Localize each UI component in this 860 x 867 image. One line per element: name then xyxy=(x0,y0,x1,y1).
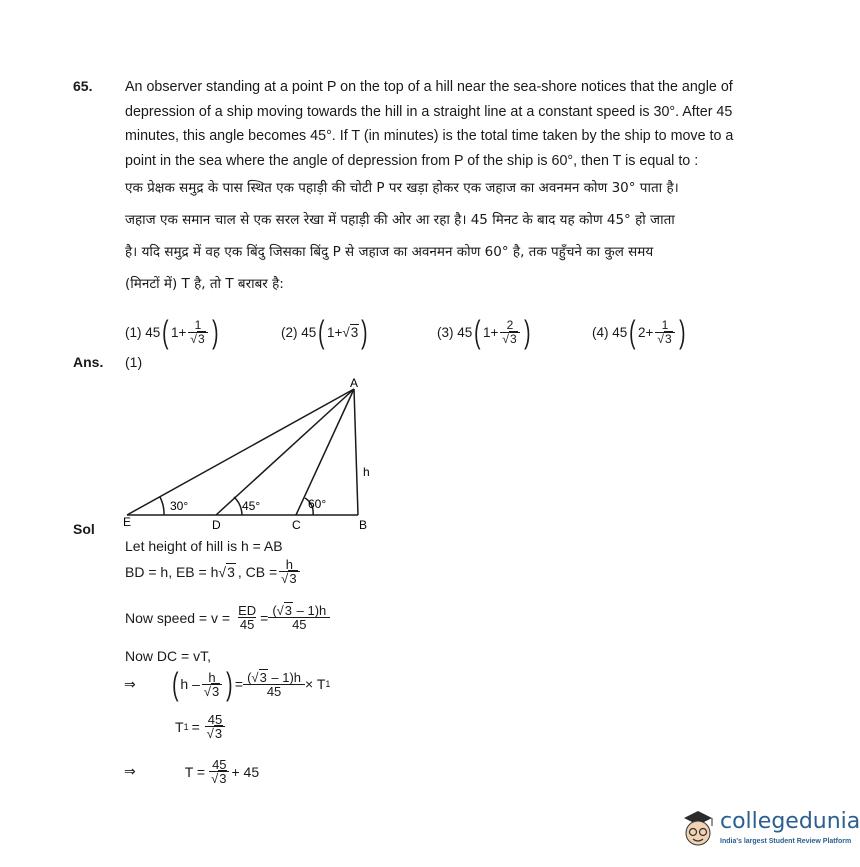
angle-45: 45° xyxy=(242,499,261,513)
solution-line-5: ⇒ ( h – $\frac{h}{√3}$ ) = $\frac{(√3 - 1)h}{45}$ × T 1 xyxy=(124,666,331,702)
brand-tagline: India's largest Student Review Platform xyxy=(720,838,852,845)
option-4: (4) 45 ( 2+ $\frac{1}{√3}$ ) xyxy=(592,314,686,350)
solution-label: Sol xyxy=(73,521,95,537)
hill-ship-diagram xyxy=(110,372,390,532)
arc-45 xyxy=(234,497,242,515)
brand-name: collegedunia xyxy=(720,809,860,834)
option-2: (2) 45 ( 1+ √ 3 ) xyxy=(281,314,368,350)
question-text-english: An observer standing at a point P on the top of a hill near the sea-shore notices that the angle of depression of a ship moving towards the hill in a straight line at a constant speed is 30°. After 45 minutes, this angle becomes 45°. If T (in minutes) is the total time taken by the ship to move to a point in the sea where the angle of depression from P of the ship is 60°, then T is equal to : xyxy=(125,79,734,169)
line-ad xyxy=(216,389,354,515)
solution-line-2: BD = h, EB = h √ 3 , CB = $\frac{h}{√3}$ xyxy=(125,558,302,585)
angle-30: 30° xyxy=(170,499,189,513)
line-hill xyxy=(354,389,358,515)
solution-line-1: Let height of hill is h = AB xyxy=(125,538,283,554)
angle-60: 60° xyxy=(308,497,327,511)
arc-30 xyxy=(160,497,164,515)
solution-line-7: ⇒ T = $\frac{45}{√3}$ + 45 xyxy=(124,757,260,786)
option-3: (3) 45 ( 1+ $\frac{2}{√3}$ ) xyxy=(437,314,531,350)
solution-line-3: Now speed = v = $\frac{ED}{45}$ = $\frac{(√3 - 1)h}{45}$ xyxy=(125,604,330,631)
label-a: A xyxy=(350,376,359,390)
label-e: E xyxy=(123,515,132,529)
solution-line-6: T 1 = $\frac{45}{√3}$ xyxy=(175,713,227,740)
label-d: D xyxy=(212,518,221,532)
question-number: 65. xyxy=(73,78,93,94)
solution-line-4: Now DC = vT, xyxy=(125,648,211,664)
answer-value: (1) xyxy=(125,354,143,370)
label-b: B xyxy=(359,518,368,532)
label-h: h xyxy=(363,465,370,479)
collegedunia-mascot-icon xyxy=(678,806,718,850)
answer-label: Ans. xyxy=(73,354,104,370)
label-c: C xyxy=(292,518,301,532)
option-1: (1) 45 ( 1+ $\frac{1}{√3}$ ) xyxy=(125,314,219,350)
question-text-hindi: एक प्रेक्षक समुद्र के पास स्थित एक पहाड़ी की चोटी P पर खड़ा होकर एक जहाज का अवनमन कोण 30° पाता है। जहाज एक समान चाल से एक सरल रेखा में पहाड़ी की ओर आ रहा है। 45 मिनट के बाद यह कोण 45° हो जाता है। यदि समुद्र में वह एक बिंदु जिसका बिंदु P से जहाज का अवनमन कोण 60° है, तक पहुँचने का कुल समय (मिनटों में) T है, तो T बराबर है: xyxy=(125,180,679,292)
